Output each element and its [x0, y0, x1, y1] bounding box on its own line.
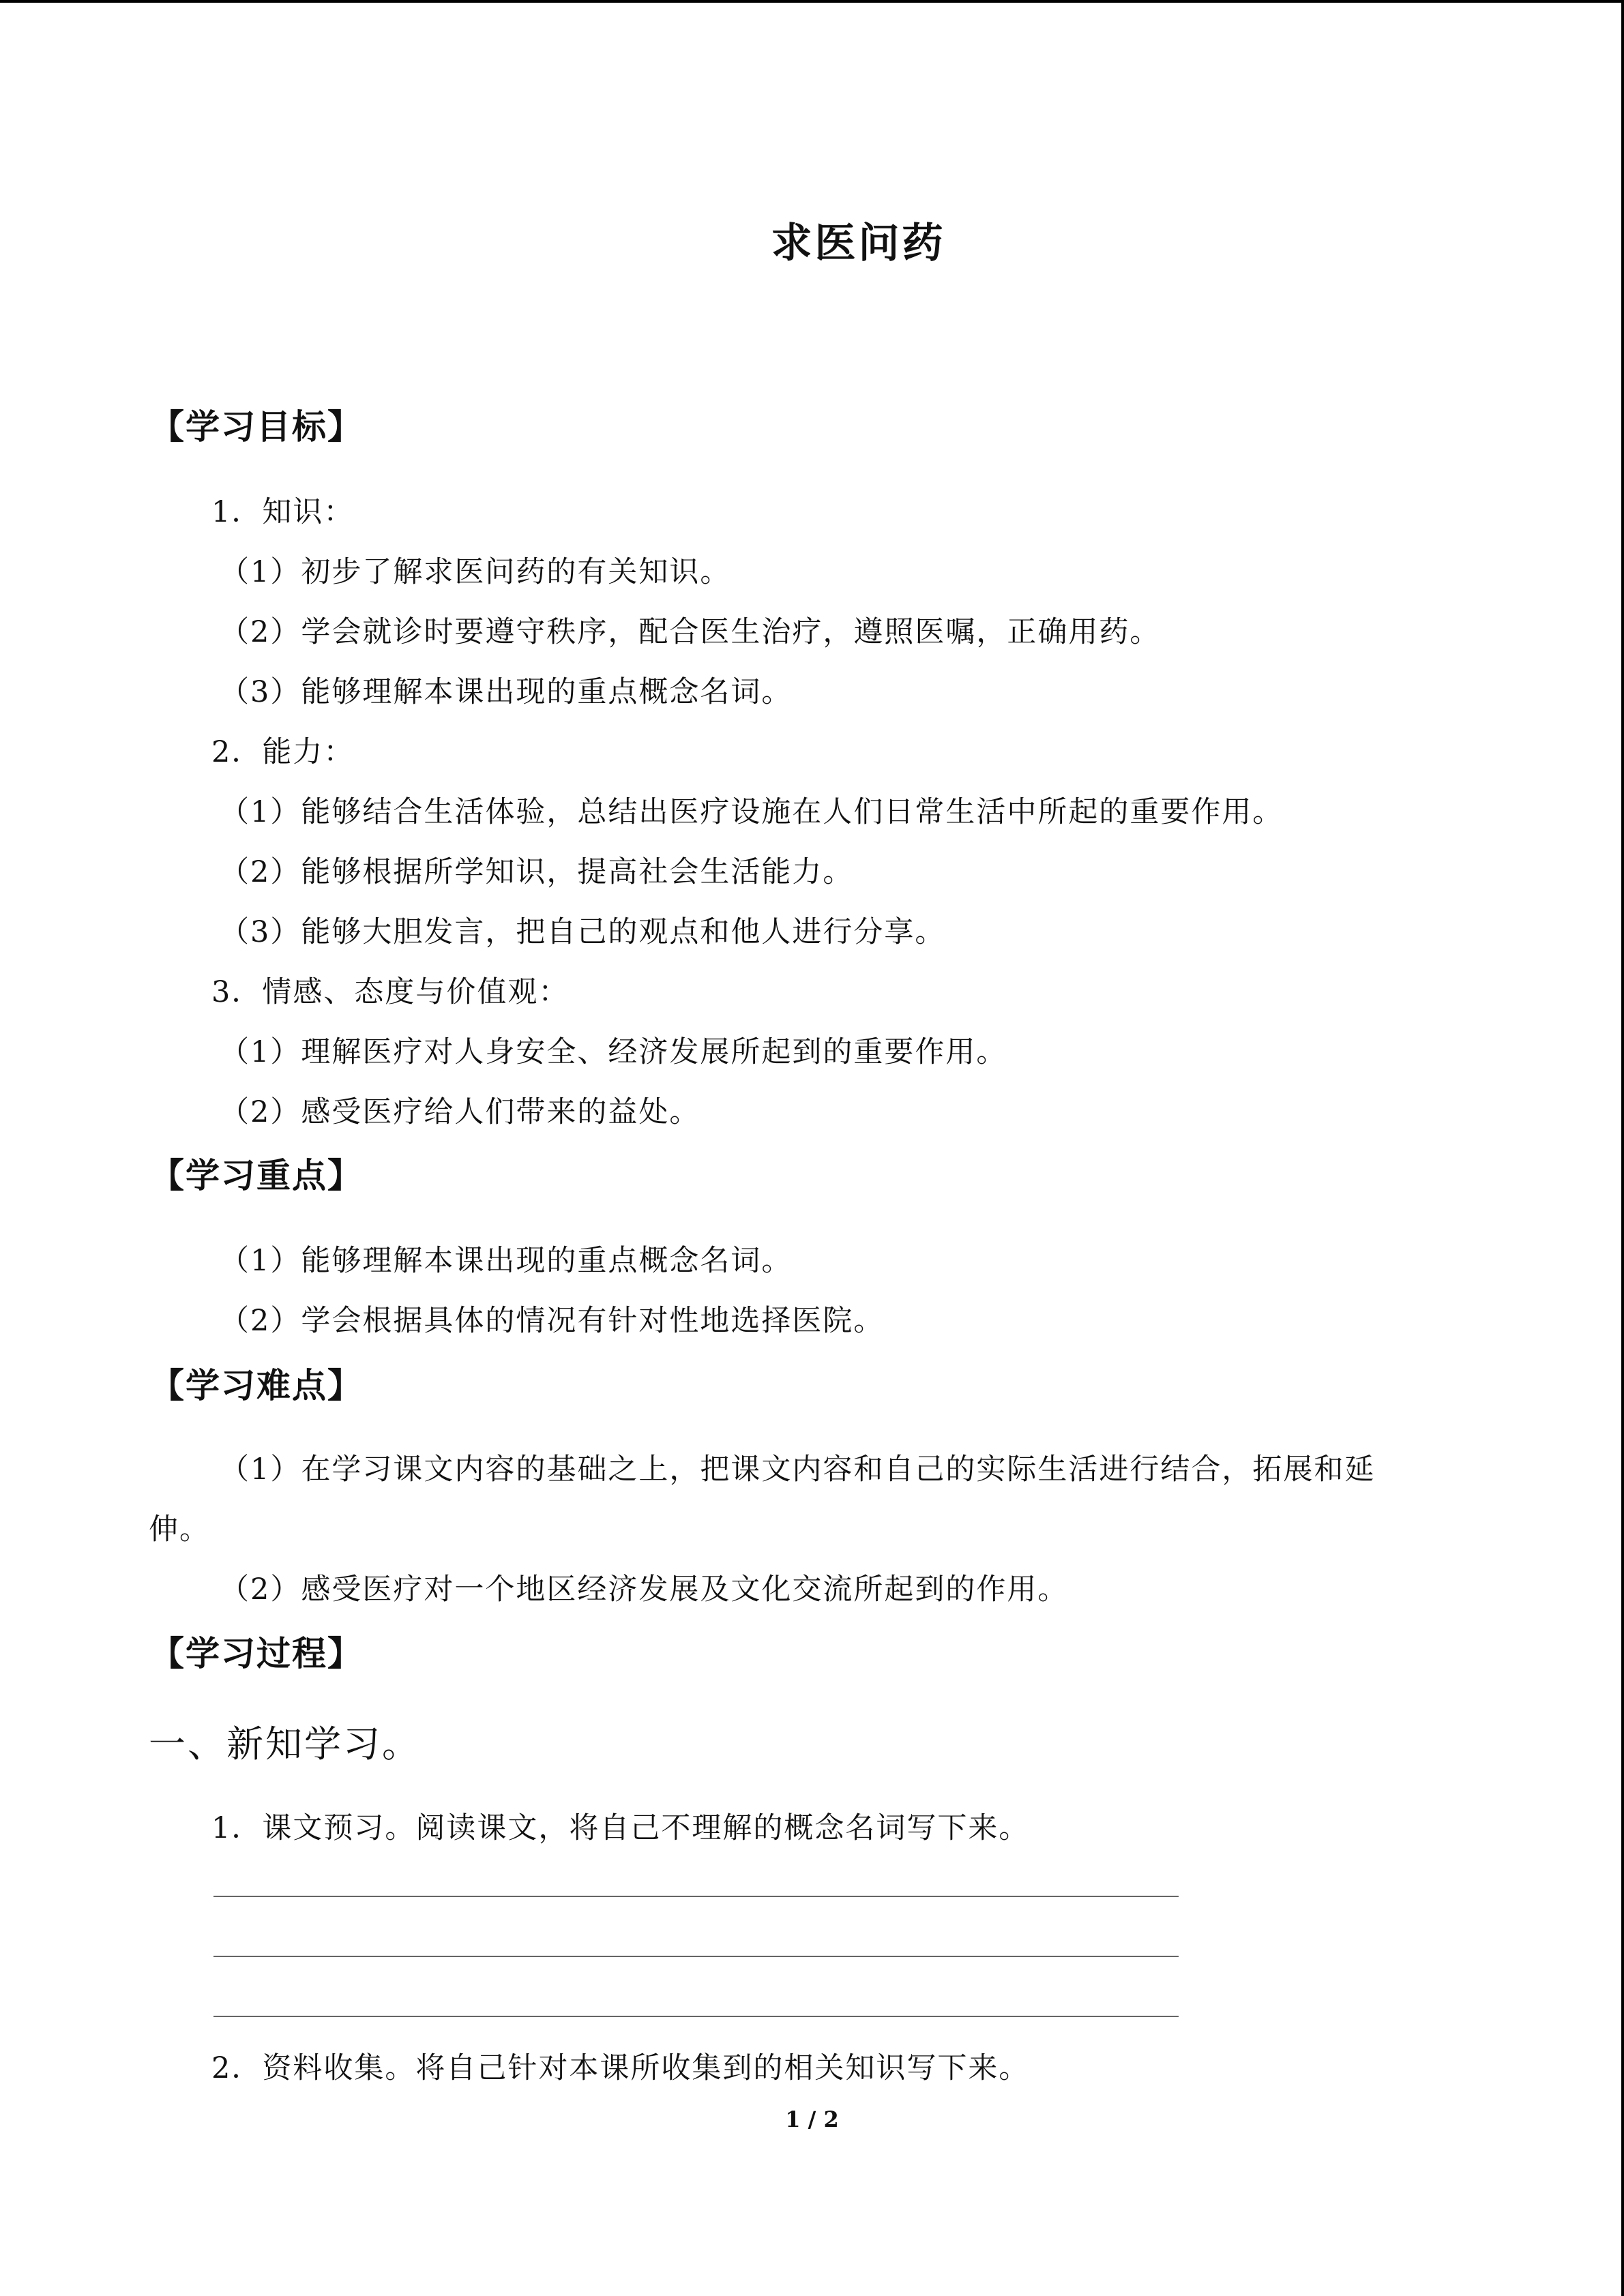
difficulties-heading: 【学习难点】: [150, 1366, 363, 1405]
objectives-heading: 【学习目标】: [150, 407, 363, 447]
key-point-item: （1）能够理解本课出现的重点概念名词。: [220, 1244, 793, 1278]
objective-item: （1）初步了解求医问药的有关知识。: [220, 555, 731, 589]
difficulty-item: （1）在学习课文内容的基础之上，把课文内容和自己的实际生活进行结合，拓展和延: [220, 1452, 1376, 1487]
answer-line: [213, 1896, 1179, 1897]
objective-item: （2）学会就诊时要遵守秩序，配合医生治疗，遵照医嘱，正确用药。: [220, 615, 1161, 649]
objective-item: （3）能够大胆发言，把自己的观点和他人进行分享。: [220, 915, 946, 949]
objective-item: 2．能力：: [211, 735, 355, 769]
objective-item: （2）感受医疗给人们带来的益处。: [220, 1095, 700, 1129]
difficulty-item: 伸。: [149, 1512, 210, 1547]
objective-item: 3．情感、态度与价值观：: [211, 975, 570, 1009]
objective-item: （2）能够根据所学知识，提高社会生活能力。: [220, 855, 854, 889]
section-title: 一、新知学习。: [149, 1723, 421, 1765]
key-point-item: （2）学会根据具体的情况有针对性地选择医院。: [220, 1304, 885, 1338]
answer-line: [213, 1956, 1179, 1957]
task-1: 1．课文预习。阅读课文，将自己不理解的概念名词写下来。: [211, 1811, 1030, 1845]
objective-item: 1．知识：: [211, 495, 355, 529]
key-points-heading: 【学习重点】: [150, 1156, 363, 1195]
process-heading: 【学习过程】: [150, 1634, 363, 1673]
page-number: 1 / 2: [785, 2106, 839, 2132]
objective-item: （1）能够结合生活体验，总结出医疗设施在人们日常生活中所起的重要作用。: [220, 795, 1284, 829]
objective-item: （1）理解医疗对人身安全、经济发展所起到的重要作用。: [220, 1035, 1007, 1069]
objective-item: （3）能够理解本课出现的重点概念名词。: [220, 675, 793, 709]
answer-line: [213, 2016, 1179, 2017]
page-title: 求医问药: [771, 220, 946, 267]
task-2: 2．资料收集。将自己针对本课所收集到的相关知识写下来。: [211, 2051, 1030, 2085]
difficulty-item: （2）感受医疗对一个地区经济发展及文化交流所起到的作用。: [220, 1572, 1069, 1607]
